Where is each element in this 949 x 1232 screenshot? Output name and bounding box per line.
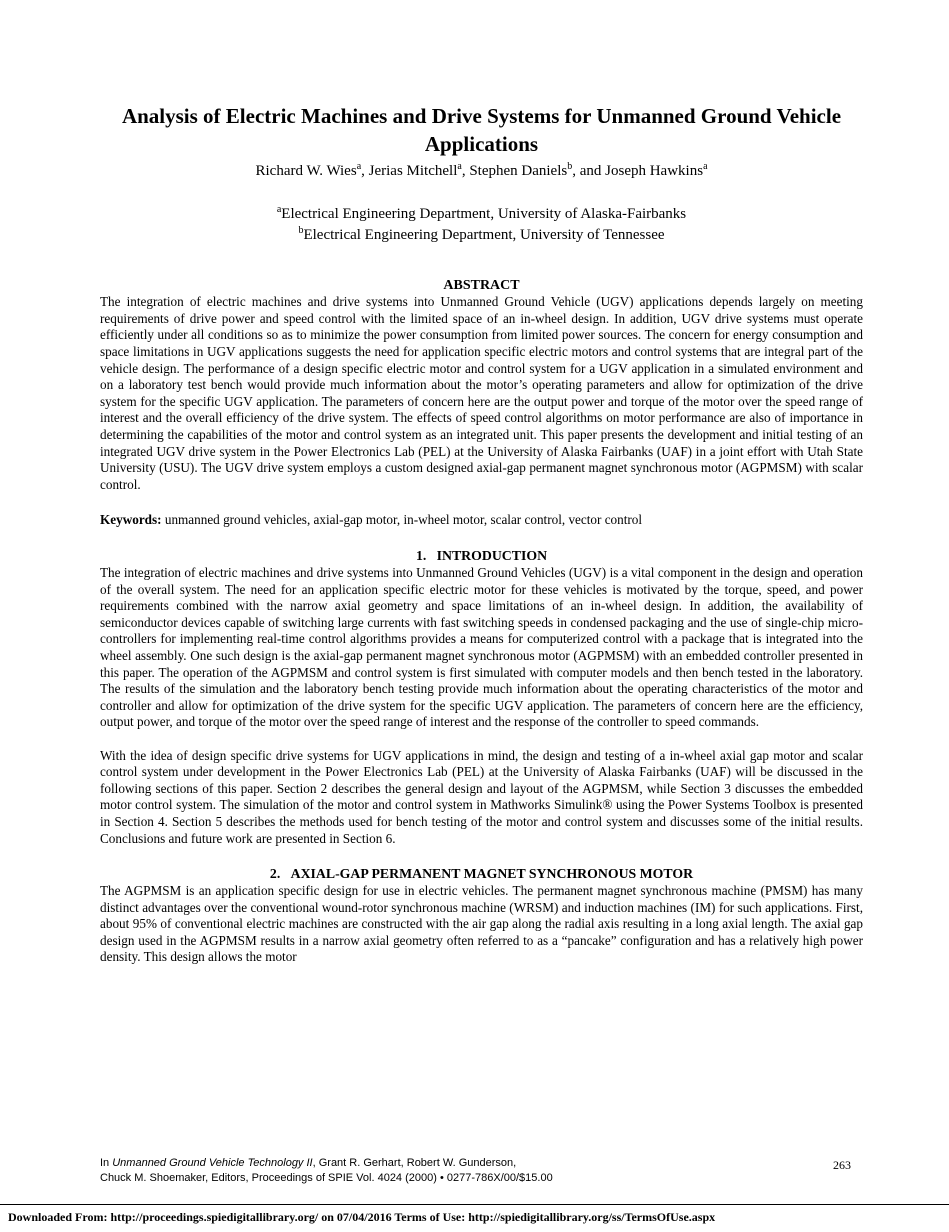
author-affiliation-marker: a xyxy=(457,160,462,172)
author-name: , Jerias Mitchell xyxy=(361,162,458,179)
keywords-label: Keywords: xyxy=(100,512,162,528)
affiliation-line xyxy=(100,225,863,246)
keywords-text: unmanned ground vehicles, axial-gap motor, in-wheel motor, scalar control, vector control xyxy=(161,512,643,528)
affiliation-marker: a xyxy=(276,203,282,215)
keywords-line xyxy=(100,512,863,529)
section-1-heading: 1. INTRODUCTION xyxy=(415,548,548,563)
paper-title: Analysis of Electric Machines and Drive Systems for Unmanned Ground Vehicle Applications xyxy=(121,104,842,157)
footer-proceedings-title: Unmanned Ground Vehicle Technology II xyxy=(112,1157,313,1169)
footer-line-1 xyxy=(100,1156,553,1171)
abstract-heading: ABSTRACT xyxy=(443,278,520,294)
download-text: Downloaded From: http://proceedings.spiedigitallibrary.org/ on 07/04/2016 Terms of Use: http://spiedigitallibrary.org/ss/TermsOfUse.aspx xyxy=(8,1210,716,1224)
section-1-body xyxy=(100,565,863,847)
affiliation-text: Electrical Engineering Department, University of Tennessee xyxy=(303,226,665,243)
affiliations-block xyxy=(100,204,863,247)
page-number: 263 xyxy=(833,1158,851,1172)
authors-line xyxy=(100,160,863,180)
footer-line-2: Chuck M. Shoemaker, Editors, Proceedings of SPIE Vol. 4024 (2000) • 0277-786X/00/$15.00 xyxy=(100,1171,553,1184)
affiliation-text: Electrical Engineering Department, University of Alaska-Fairbanks xyxy=(281,205,687,222)
author-affiliation-marker: a xyxy=(356,160,362,172)
download-bar xyxy=(0,1204,949,1232)
affiliation-marker: b xyxy=(298,224,304,236)
footer-citation xyxy=(100,1156,553,1185)
author-name: , and Joseph Hawkins xyxy=(572,162,704,179)
author-name: , Stephen Daniels xyxy=(461,162,568,179)
section-2-body xyxy=(100,883,863,966)
author-affiliation-marker: a xyxy=(703,160,708,172)
footer-editors: , Grant R. Gerhart, Robert W. Gunderson, xyxy=(312,1157,517,1169)
footer-prefix: In xyxy=(100,1157,113,1169)
abstract-body: The integration of electric machines and drive systems into Unmanned Ground Vehicle (UGV) applications depends largely on meeting requirements of drive power and speed control with the limited space of an in-wheel design. In addition, UGV drive systems must operate efficiently under all conditions so as to minimize the power consumption from limited power sources. The concern for energy consumption and space limitations in UGV applications suggests the need for application specific electric motors and control systems that are integral part of the vehicle design. The performance of a design specific electric motor and control system for a UGV application in a simulated environment and on a laboratory test bench would provide much information about the motor’s operating parameters and allow for optimization of the drive system for the specific UGV application. The parameters of concern here are the output power and torque of the motor over the speed range of interest and the overall efficiency of the drive system. The effects of speed control algorithms on motor performance are also of importance in determining the capabilities of the motor and control system as an integrated unit. This paper presents the development and initial testing of an integrated UGV drive system in the Power Electronics Lab (PEL) at the University of Alaska Fairbanks (UAF) in a joint effort with Utah State University (USU). The UGV drive system employs a custom designed axial-gap permanent magnet synchronous motor (AGPMSM) with scalar control. xyxy=(100,294,863,492)
paper-content xyxy=(100,102,863,966)
section-1-paragraph-1: The integration of electric machines and drive systems into Unmanned Ground Vehicles (UGV) is a vital component in the design and operation of the overall system. The need for an application specific electric motor for these vehicles is motivated by the torque, speed, and power requirements combined with the narrow axial geometry and space limitations of an in-wheel design. In addition, the availability of semiconductor devices capable of switching large currents with fast switching speeds in condensed packaging and the use of single-chip micro-controllers for implementing real-time control algorithms provides a means for computerized control with a package that is integrated into the wheel assembly. One such design is the axial-gap permanent magnet synchronous motor (AGPMSM) with an embedded controller presented in this paper. The operation of the AGPMSM and control system is first simulated with computer models and then bench tested in the laboratory. The results of the simulation and the laboratory bench testing provide much information about the operating characteristics of the motor and controller and allow for optimization of the drive system for the specific UGV application. The parameters of concern here are the efficiency, output power, and torque of the motor over the speed range of interest and the response of the controller to speed commands. xyxy=(100,565,863,730)
affiliation-line xyxy=(100,204,863,225)
author-affiliation-marker: b xyxy=(567,160,573,172)
section-1-paragraph-2: With the idea of design specific drive systems for UGV applications in mind, the design and testing of a in-wheel axial gap motor and scalar control system under development in the Power Electronics Lab (PEL) at the University of Alaska Fairbanks (UAF) will be discussed in the following sections of this paper. Section 2 describes the general design and layout of the AGPMSM, while Section 3 discusses the embedded motor control system. The simulation of the motor and control system in Mathworks Simulink® using the Power Systems Toolbox is presented in Section 4. Section 5 describes the methods used for bench testing of the motor and control system and discusses some of the initial results. Conclusions and future work are presented in Section 6. xyxy=(100,747,863,846)
author-name: Richard W. Wies xyxy=(255,162,357,179)
section-2-heading: 2. AXIAL-GAP PERMANENT MAGNET SYNCHRONOUS MOTOR xyxy=(269,866,694,882)
section-2-paragraph-1: The AGPMSM is an application specific design for use in electric vehicles. The permanent magnet synchronous machine (PMSM) has many distinct advantages over the conventional wound-rotor synchronous machine (WRSM) and induction machines (IM) for such applications. First, about 95% of conventional electric machines are constructed with the air gap along the radial axis resulting in a long axial length. The axial gap design used in the AGPMSM results in a narrow axial geometry often referred to as a “pancake” configuration and has a relatively high power density. This design allows the motor xyxy=(100,883,863,965)
